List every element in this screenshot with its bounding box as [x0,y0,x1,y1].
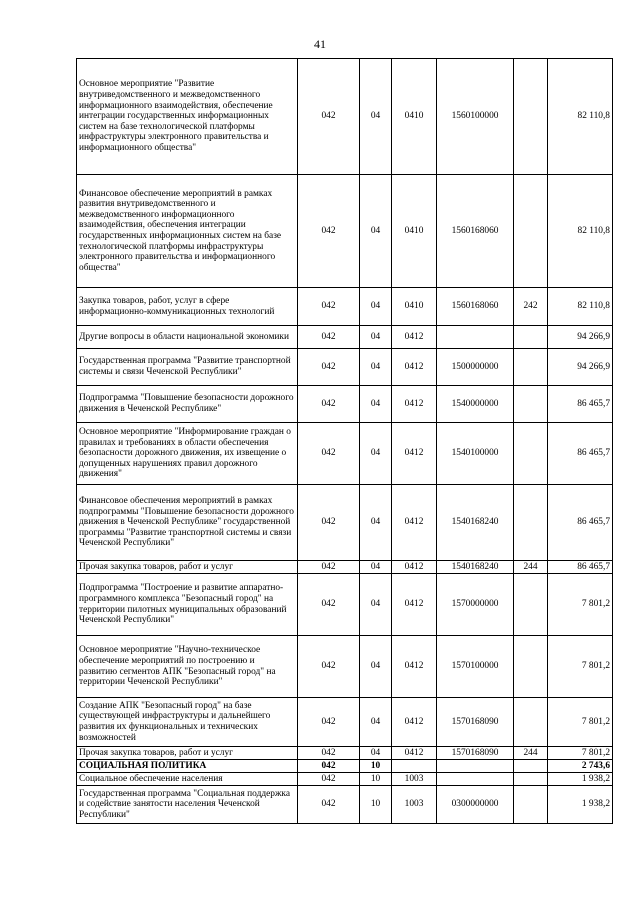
cell-ved: 042 [298,636,360,698]
cell-name: Другие вопросы в области национальной экономики [77,326,298,349]
table-row [77,773,613,786]
cell-vr [514,59,548,175]
cell-vr [514,698,548,747]
cell-rz: 04 [360,288,392,326]
cell-rz: 04 [360,485,392,561]
cell-vr [514,485,548,561]
table-row [77,561,613,574]
cell-sum: 82 110,8 [548,175,613,288]
cell-csr: 1560168060 [437,175,514,288]
cell-vr [514,386,548,423]
cell-name: Закупка товаров, работ, услуг в сфере информационно-коммуникационных технологий [77,288,298,326]
cell-name: Финансовое обеспечения мероприятий в рамках подпрограммы "Повышение безопасности дорожного движения в Чеченской Республике" государственной программы "Развитие транспортной системы и связи Чеченской Республики" [77,485,298,561]
cell-ved: 042 [298,326,360,349]
cell-rz: 04 [360,175,392,288]
cell-vr [514,326,548,349]
cell-sum: 94 266,9 [548,349,613,386]
cell-rz: 10 [360,786,392,824]
cell-csr: 1560168060 [437,288,514,326]
cell-csr [437,773,514,786]
cell-vr [514,423,548,485]
cell-name: Государственная программа "Социальная поддержка и содействие занятости населения Чеченской Республики" [77,786,298,824]
budget-table [76,58,613,824]
cell-pr: 0412 [392,423,437,485]
cell-sum: 7 801,2 [548,574,613,636]
cell-ved: 042 [298,386,360,423]
cell-ved: 042 [298,349,360,386]
cell-pr: 0412 [392,561,437,574]
cell-name: Государственная программа "Развитие транспортной системы и связи Чеченской Республики" [77,349,298,386]
cell-pr: 0412 [392,574,437,636]
cell-vr [514,175,548,288]
cell-pr: 0412 [392,747,437,760]
cell-rz: 04 [360,326,392,349]
cell-name: Прочая закупка товаров, работ и услуг [77,561,298,574]
cell-ved: 042 [298,423,360,485]
cell-vr: 244 [514,747,548,760]
cell-csr: 1560100000 [437,59,514,175]
cell-csr: 1540168240 [437,485,514,561]
cell-name: Финансовое обеспечение мероприятий в рамках развития внутриведомственного и межведомственного информационного взаимодействия, обеспечения интеграции государственных информационных систем на базе технологической платформы инфраструктуры электронного правительства и информационного общества" [77,175,298,288]
cell-vr [514,773,548,786]
cell-name: Подпрограмма "Построение и развитие аппаратно-программного комплекса "Безопасный город" на территории пилотных муниципальных образований Чеченской Республики" [77,574,298,636]
cell-name: Основное мероприятие "Развитие внутриведомственного и межведомственного информационного взаимодействия, обеспечение интеграции государственных информационных систем на базе технологической платформы инфраструктуры электронного правительства и информационного общества" [77,59,298,175]
cell-pr: 0412 [392,485,437,561]
cell-ved: 042 [298,175,360,288]
cell-sum: 2 743,6 [548,760,613,773]
cell-csr: 1570168090 [437,747,514,760]
cell-sum: 86 465,7 [548,386,613,423]
cell-pr: 0412 [392,349,437,386]
cell-sum: 7 801,2 [548,636,613,698]
table-row [77,175,613,288]
cell-rz: 04 [360,698,392,747]
cell-ved: 042 [298,786,360,824]
table-row [77,349,613,386]
page-number: 41 [314,37,326,51]
table-row [77,698,613,747]
cell-csr: 1540000000 [437,386,514,423]
cell-vr: 244 [514,561,548,574]
cell-sum: 86 465,7 [548,485,613,561]
cell-rz: 04 [360,59,392,175]
cell-rz: 04 [360,561,392,574]
cell-sum: 7 801,2 [548,747,613,760]
cell-pr: 0412 [392,698,437,747]
table-row [77,747,613,760]
cell-rz: 10 [360,773,392,786]
cell-pr: 0410 [392,59,437,175]
cell-rz: 10 [360,760,392,773]
table-row [77,636,613,698]
cell-csr: 0300000000 [437,786,514,824]
cell-sum: 94 266,9 [548,326,613,349]
cell-ved: 042 [298,773,360,786]
cell-vr [514,760,548,773]
cell-pr: 1003 [392,773,437,786]
cell-csr: 1540100000 [437,423,514,485]
cell-csr [437,760,514,773]
cell-sum: 1 938,2 [548,773,613,786]
cell-vr [514,349,548,386]
cell-ved: 042 [298,698,360,747]
cell-pr: 0412 [392,386,437,423]
cell-pr: 0410 [392,175,437,288]
cell-csr: 1570168090 [437,698,514,747]
cell-rz: 04 [360,574,392,636]
table-row [77,786,613,824]
cell-sum: 82 110,8 [548,59,613,175]
table-row [77,326,613,349]
cell-name: Подпрограмма "Повышение безопасности дорожного движения в Чеченской Республике" [77,386,298,423]
cell-name: СОЦИАЛЬНАЯ ПОЛИТИКА [77,760,298,773]
table-row [77,386,613,423]
table-row [77,485,613,561]
cell-ved: 042 [298,747,360,760]
cell-ved: 042 [298,561,360,574]
cell-sum: 82 110,8 [548,288,613,326]
table-row [77,574,613,636]
table-row [77,423,613,485]
table-row [77,760,613,773]
cell-rz: 04 [360,636,392,698]
cell-pr: 0410 [392,288,437,326]
cell-csr [437,326,514,349]
cell-ved: 042 [298,574,360,636]
cell-sum: 7 801,2 [548,698,613,747]
cell-name: Создание АПК "Безопасный город" на базе существующей инфраструктуры и дальнейшего развития их функциональных и технических возможностей [77,698,298,747]
cell-csr: 1570100000 [437,636,514,698]
table-row [77,59,613,175]
cell-vr [514,636,548,698]
cell-name: Социальное обеспечение населения [77,773,298,786]
cell-ved: 042 [298,760,360,773]
cell-vr [514,574,548,636]
cell-pr [392,760,437,773]
cell-sum: 86 465,7 [548,423,613,485]
cell-csr: 1540168240 [437,561,514,574]
cell-name: Основное мероприятие "Информирование граждан о правилах и требованиях в области обеспечения безопасности дорожного движения, их извещение о допущенных нарушениях правил дорожного движения" [77,423,298,485]
cell-ved: 042 [298,288,360,326]
cell-pr: 1003 [392,786,437,824]
cell-rz: 04 [360,349,392,386]
cell-csr: 1500000000 [437,349,514,386]
cell-pr: 0412 [392,326,437,349]
cell-name: Прочая закупка товаров, работ и услуг [77,747,298,760]
cell-csr: 1570000000 [437,574,514,636]
cell-name: Основное мероприятие "Научно-техническое обеспечение мероприятий по построению и развитию сегментов АПК "Безопасный город" на территории Чеченской Республики" [77,636,298,698]
cell-vr: 242 [514,288,548,326]
cell-sum: 86 465,7 [548,561,613,574]
cell-rz: 04 [360,423,392,485]
table-body [77,59,613,824]
cell-rz: 04 [360,386,392,423]
cell-sum: 1 938,2 [548,786,613,824]
cell-vr [514,786,548,824]
cell-rz: 04 [360,747,392,760]
cell-ved: 042 [298,59,360,175]
cell-ved: 042 [298,485,360,561]
table-row [77,288,613,326]
cell-pr: 0412 [392,636,437,698]
